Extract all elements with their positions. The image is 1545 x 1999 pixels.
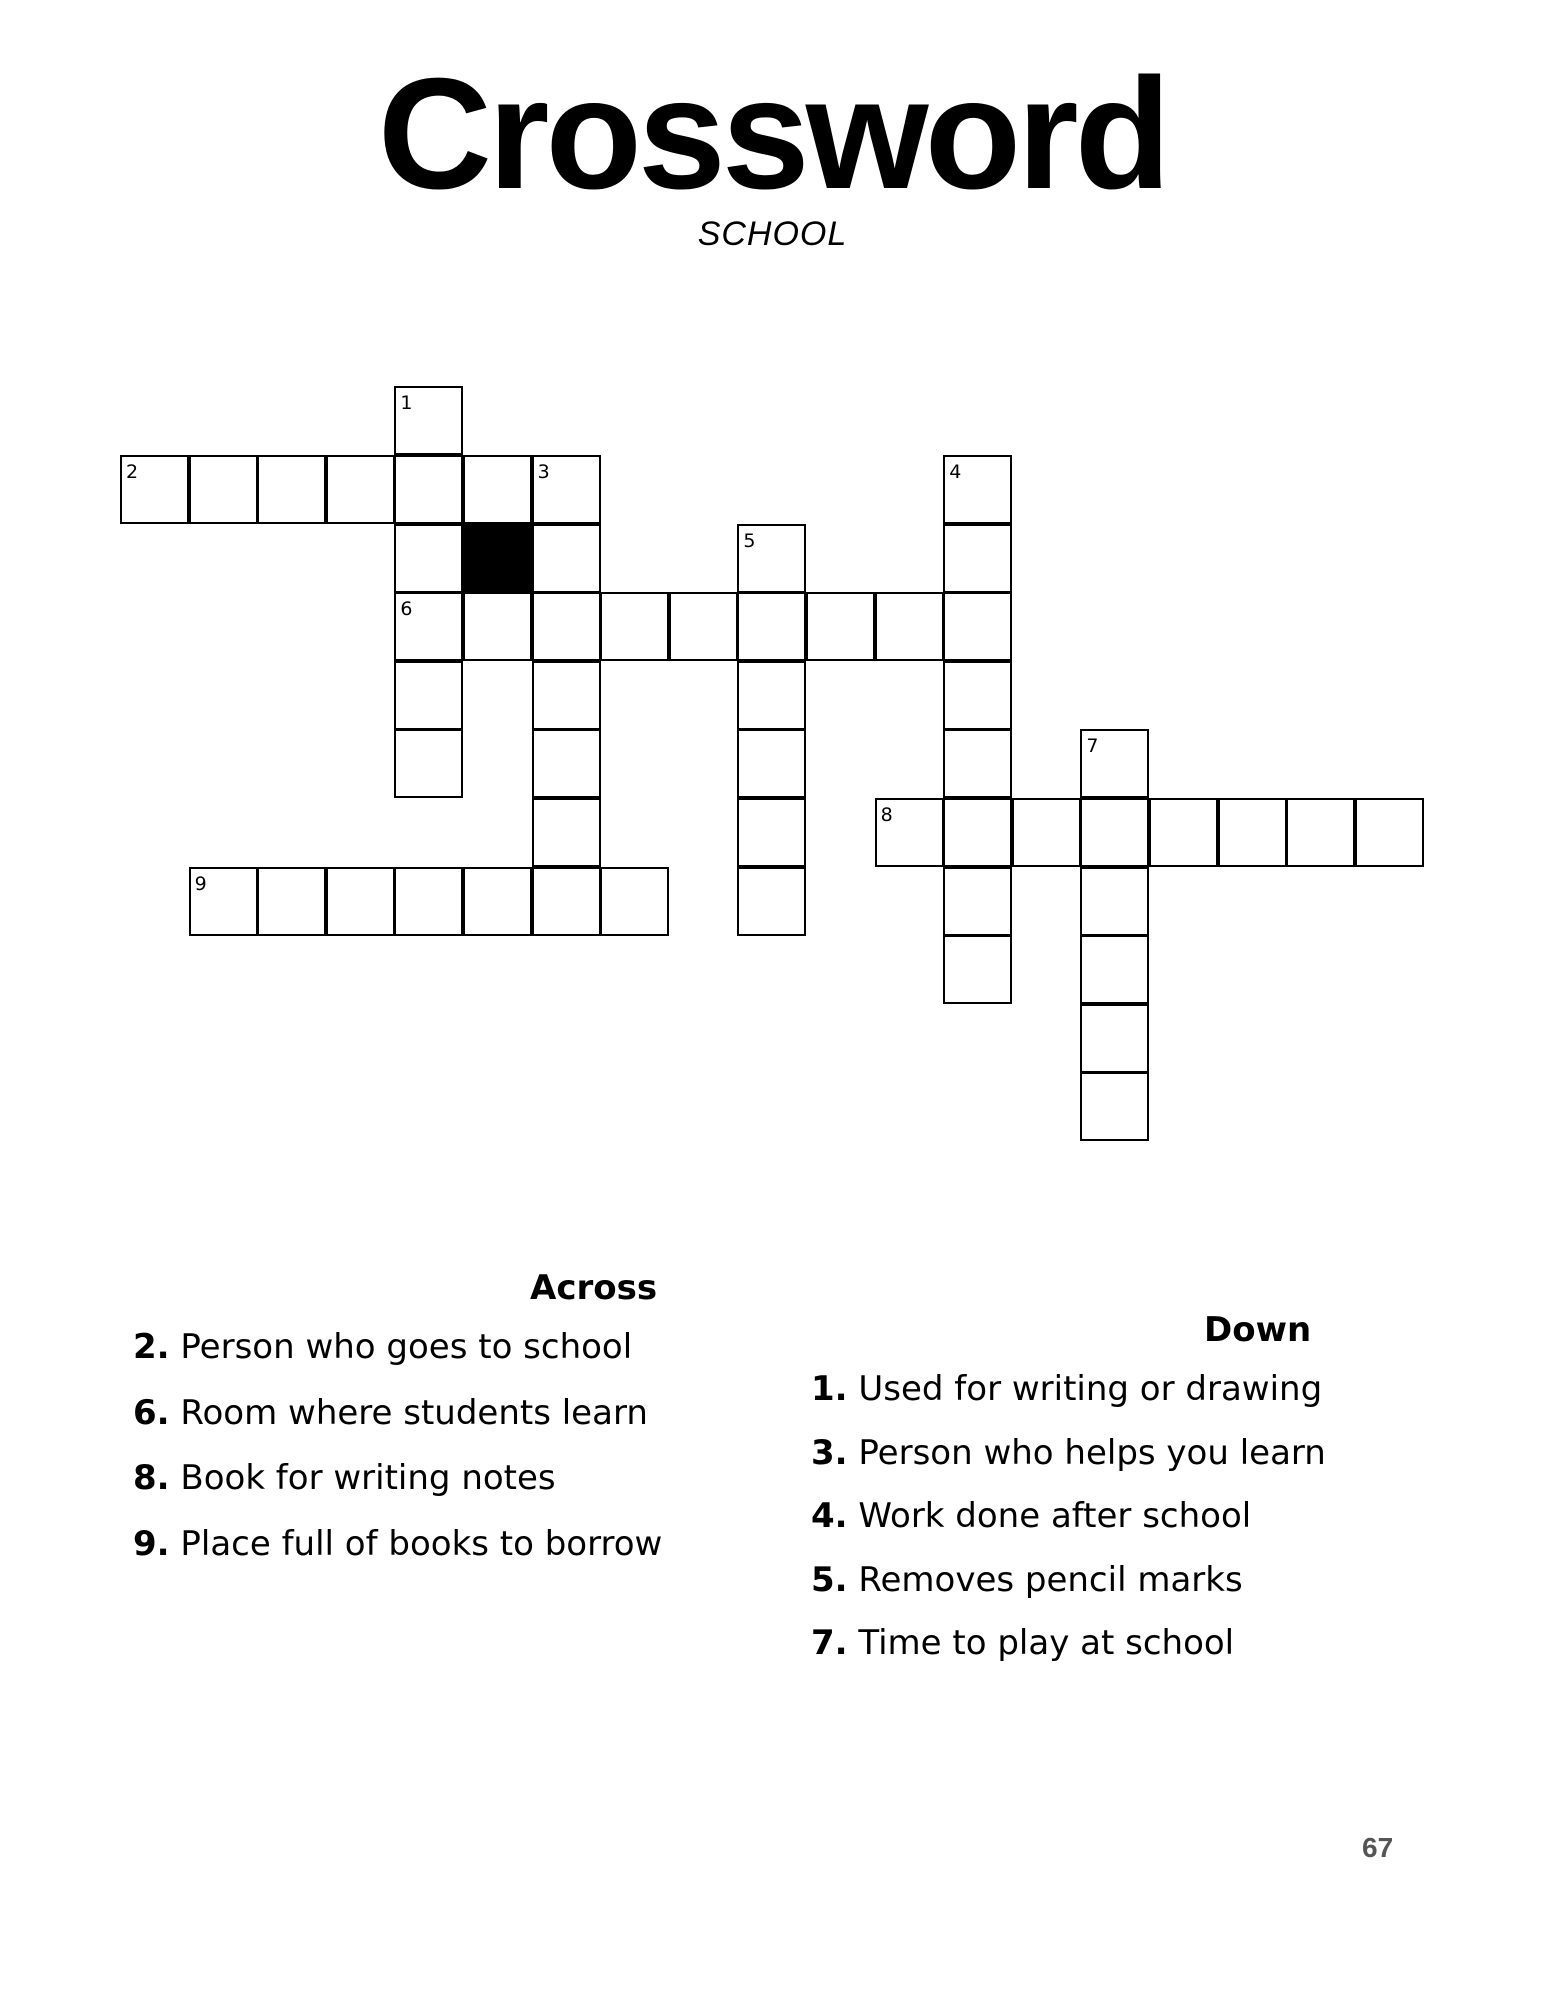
clue-text: Place full of books to borrow [169, 1523, 663, 1564]
grid-cell[interactable] [1080, 867, 1149, 936]
across-clue [133, 1327, 662, 1396]
clue-number: 3 [537, 461, 550, 483]
clue-text: Room where students learn [169, 1392, 648, 1433]
page-number: 67 [1362, 1832, 1394, 1863]
grid-cell[interactable] [1286, 798, 1355, 867]
across-clue [133, 1523, 663, 1593]
down-clue [811, 1623, 1326, 1690]
grid-cell[interactable] [1080, 729, 1149, 798]
clue-number: 5 [743, 529, 756, 552]
grid-cell[interactable] [737, 524, 806, 593]
clue-text: Book for writing notes [169, 1458, 556, 1498]
grid-cell[interactable] [737, 729, 806, 798]
grid-cell[interactable] [326, 867, 395, 936]
across-heading: Across [530, 1268, 658, 1308]
grid-cell[interactable] [120, 455, 189, 524]
grid-cell[interactable] [532, 455, 601, 524]
grid-cell[interactable] [737, 661, 806, 730]
clue-text: Work done after school [847, 1496, 1252, 1536]
grid-cell[interactable] [532, 729, 601, 798]
grid-cell[interactable] [943, 729, 1012, 798]
grid-cell[interactable] [257, 455, 326, 524]
across-clue [133, 1458, 662, 1527]
grid-cell[interactable] [943, 524, 1012, 593]
grid-cell[interactable] [532, 592, 601, 661]
grid-cell[interactable] [1218, 798, 1287, 867]
grid-cell[interactable] [1012, 798, 1081, 867]
grid-cell[interactable] [394, 661, 463, 730]
clue-num: 7. [811, 1623, 848, 1663]
grid-cell[interactable] [943, 592, 1012, 661]
grid-cell[interactable] [394, 455, 463, 524]
grid-cell[interactable] [875, 592, 944, 661]
grid-cell[interactable] [257, 867, 326, 936]
across-clue-list [133, 1327, 663, 1592]
grid-cell[interactable] [1149, 798, 1218, 867]
grid-cell[interactable] [189, 867, 258, 936]
clue-num: 9. [133, 1523, 170, 1564]
clue-number: 7 [1086, 735, 1099, 758]
clue-number: 9 [194, 872, 207, 895]
page-subtitle: SCHOOL [697, 215, 848, 253]
grid-cell[interactable] [532, 524, 601, 593]
grid-cell[interactable] [737, 798, 806, 867]
grid-cell[interactable] [669, 592, 738, 661]
clue-number: 2 [126, 461, 139, 483]
clue-num: 6. [133, 1392, 170, 1433]
grid-cell[interactable] [737, 592, 806, 661]
page-title: Crossword [377, 46, 1168, 222]
grid-cell[interactable] [806, 592, 875, 661]
grid-cell[interactable] [394, 867, 463, 936]
grid-cell[interactable] [943, 455, 1012, 524]
grid-cell[interactable] [875, 798, 944, 867]
grid-cell[interactable] [326, 455, 395, 524]
grid-cell[interactable] [943, 798, 1012, 867]
grid-cell[interactable] [600, 592, 669, 661]
grid-cell[interactable] [943, 867, 1012, 936]
clue-number: 6 [400, 598, 413, 621]
grid-cell[interactable] [737, 867, 806, 936]
grid-cell[interactable] [463, 455, 532, 524]
clue-text: Time to play at school [847, 1623, 1235, 1663]
clue-text: Used for writing or drawing [847, 1369, 1323, 1409]
grid-cell[interactable] [394, 386, 463, 455]
down-clue [811, 1496, 1326, 1563]
grid-cell[interactable] [532, 867, 601, 936]
grid-cell[interactable] [943, 661, 1012, 730]
clue-num: 3. [811, 1432, 848, 1473]
grid-cell[interactable] [463, 592, 532, 661]
grid-cell[interactable] [394, 592, 463, 661]
clue-text: Removes pencil marks [847, 1559, 1243, 1600]
grid-cell[interactable] [1355, 798, 1424, 867]
grid-cell[interactable] [1080, 1072, 1149, 1141]
grid-cell[interactable] [600, 867, 669, 936]
clue-text: Person who helps you learn [847, 1432, 1326, 1473]
grid-cell[interactable] [394, 729, 463, 798]
down-clue-list [811, 1369, 1326, 1690]
clue-num: 1. [811, 1369, 848, 1409]
clue-text: Person who goes to school [169, 1327, 633, 1367]
clue-num: 2. [133, 1327, 170, 1367]
grid-cell[interactable] [394, 524, 463, 593]
down-clue [811, 1369, 1326, 1436]
grid-cell[interactable] [1080, 935, 1149, 1004]
down-heading: Down [1204, 1310, 1312, 1350]
clue-number: 4 [949, 461, 962, 483]
clue-num: 4. [811, 1496, 848, 1536]
black-square [463, 524, 532, 593]
down-clue [811, 1559, 1326, 1627]
grid-cell[interactable] [532, 661, 601, 730]
grid-cell[interactable] [532, 798, 601, 867]
down-clue [811, 1432, 1326, 1500]
grid-cell[interactable] [943, 935, 1012, 1004]
clue-num: 5. [811, 1559, 848, 1600]
grid-cell[interactable] [1080, 1004, 1149, 1073]
clue-number: 1 [400, 392, 413, 415]
grid-cell[interactable] [463, 867, 532, 936]
clue-num: 8. [133, 1458, 170, 1498]
grid-cell[interactable] [189, 455, 258, 524]
clue-number: 8 [880, 804, 893, 826]
across-clue [133, 1392, 662, 1462]
grid-cell[interactable] [1080, 798, 1149, 867]
